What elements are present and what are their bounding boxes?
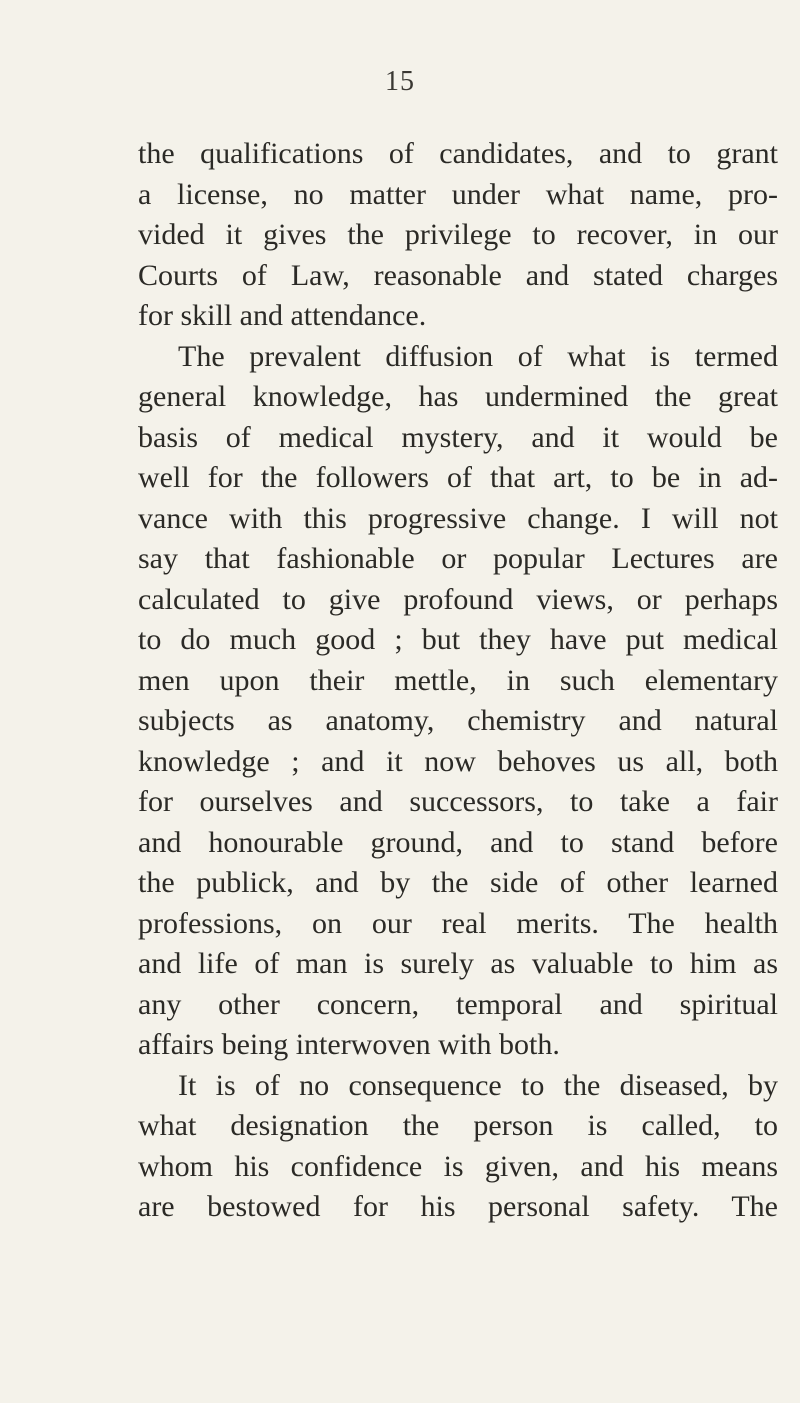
text-line: vided it gives the privilege to recover, in our [138, 218, 778, 251]
text-line: are bestowed for his personal safety. The [138, 1190, 778, 1223]
text-line: subjects as anatomy, chemistry and natural [138, 704, 778, 737]
text-line: vance with this progressive change. I will not [138, 501, 778, 535]
text-line: and life of man is surely as valuable to him as [138, 947, 778, 980]
text-line: the qualifications of candidates, and to grant [138, 137, 778, 170]
page-number: 15 [385, 66, 415, 97]
text-line: for ourselves and successors, to take a fair [138, 785, 778, 818]
text-line: any other concern, temporal and spiritual [138, 987, 778, 1021]
text-line: knowledge ; and it now behoves us all, both [138, 744, 778, 778]
body-text [138, 134, 778, 1228]
text-line: what designation the person is called, to [138, 1109, 778, 1142]
text-line: to do much good ; but they have put medical [138, 623, 778, 656]
text-line: general knowledge, has undermined the great [138, 380, 778, 413]
text-line: Courts of Law, reasonable and stated charges [138, 258, 778, 292]
text-line: for skill and attendance. [138, 299, 427, 332]
text-line: well for the followers of that art, to be in ad- [138, 461, 778, 494]
text-line: say that fashionable or popular Lectures are [138, 542, 778, 575]
text-line: The prevalent diffusion of what is termed [178, 339, 778, 373]
text-line: affairs being interwoven with both. [138, 1028, 560, 1061]
text-line: men upon their mettle, in such elementary [138, 663, 778, 697]
text-line: and honourable ground, and to stand before [138, 825, 778, 859]
text-line: calculated to give profound views, or perhaps [138, 582, 778, 616]
text-line: whom his confidence is given, and his means [138, 1149, 778, 1183]
text-line: a license, no matter under what name, pro- [138, 177, 778, 211]
text-line: basis of medical mystery, and it would be [138, 420, 778, 454]
text-line: the publick, and by the side of other learned [138, 866, 778, 899]
text-line: It is of no consequence to the diseased, by [178, 1068, 778, 1102]
text-line: professions, on our real merits. The health [138, 906, 778, 940]
